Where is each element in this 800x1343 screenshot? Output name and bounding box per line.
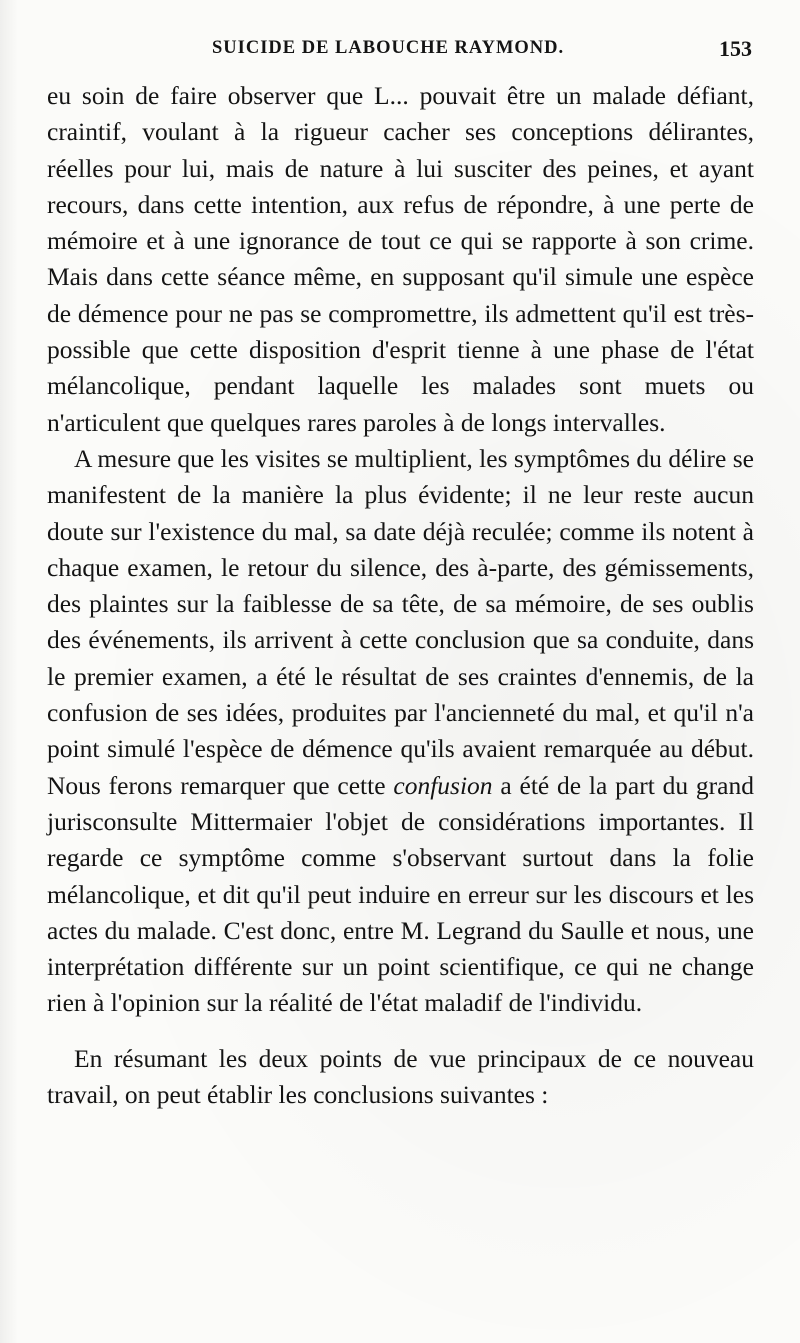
page-number: 153 <box>719 36 752 61</box>
running-title: SUICIDE DE LABOUCHE RAYMOND. <box>212 38 565 58</box>
paragraph-2-part-a: A mesure que les visites se multiplient, les symptômes du délire se manifestent de la manière la plus évidente; il ne leur reste aucun doute sur l'existence du mal, sa date déjà reculée; comme ils notent à chaque examen, le retour du silence, des à-parte, des gémissements, des plaintes sur la faiblesse de sa tête, de sa mémoire, de ses oublis des événements, ils arrivent à cette conclusion que sa conduite, dans le premier examen, a été le résultat de ses craintes d'ennemis, de la confusion de ses idées, produites par l'ancienneté du mal, et qu'il n'a point simulé l'espèce de démence qu'ils avaient remarquée au début. Nous ferons remarquer que cette <box>47 443 754 800</box>
body-text <box>47 78 754 1113</box>
paragraph-2-part-b: a été de la part du grand jurisconsulte Mittermaier l'objet de considérations importantes. Il regarde ce symptôme comme s'observant surtout dans la folie mélancolique, et dit qu'il peut induire en erreur sur les discours et les actes du malade. C'est donc, entre M. Legrand du Saulle et nous, une interprétation différente sur un point scientifique, ce qui ne change rien à l'opinion sur la réalité de l'état maladif de l'individu. <box>47 770 754 1018</box>
emphasis-confusion: confusion <box>393 770 493 800</box>
paragraph-2 <box>47 441 754 1022</box>
paragraph-1: eu soin de faire observer que L... pouvait être un malade défiant, craintif, voulant à la rigueur cacher ses conceptions délirantes, réelles pour lui, mais de nature à lui susciter des peines, et ayant recours, dans cette intention, aux refus de répondre, à une perte de mémoire et à une ignorance de tout ce qui se rapporte à son crime. Mais dans cette séance même, en supposant qu'il simule une espèce de démence pour ne pas se compromettre, ils admettent qu'il est très-possible que cette disposition d'esprit tienne à une phase de l'état mélancolique, pendant laquelle les malades sont muets ou n'articulent que quelques rares paroles à de longs intervalles. <box>47 81 754 437</box>
paragraph-3: En résumant les deux points de vue principaux de ce nouveau travail, on peut établir les conclusions suivantes : <box>47 1043 754 1110</box>
page-header <box>47 34 754 78</box>
